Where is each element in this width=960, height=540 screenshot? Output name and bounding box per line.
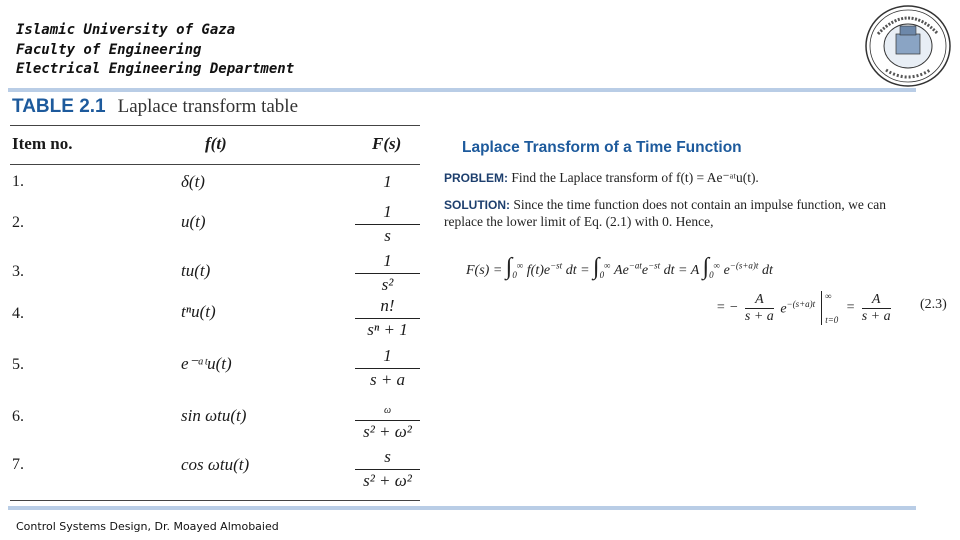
row-2-fs [355, 202, 420, 246]
solution-text-line-1: Since the time function does not contain an impulse function, we can [513, 197, 887, 212]
row-1-fs: 1 [383, 172, 392, 191]
bottom-divider [8, 506, 916, 510]
row-2-fs-denominator: s [384, 226, 391, 245]
row-4-number: 4. [12, 305, 24, 322]
column-header-ft: f(t) [205, 134, 227, 153]
row-5-fs [355, 346, 420, 390]
equation-line-1: $F(s) = \int_0^\infty$ $f(t)e^{-st}$ dt = $\int_0^\infty$ $Ae^{-at}e^{-st}$ dt = A $\int_0^\infty$ $e^{-(s+a)t}$ dt [466, 254, 773, 280]
university-name: Islamic University of Gaza [16, 22, 236, 38]
table-title [12, 95, 298, 118]
university-seal-logo [864, 4, 952, 88]
row-2-ft: u(t) [181, 212, 206, 231]
solution-label: SOLUTION: [444, 198, 510, 212]
row-3-number: 3. [12, 263, 24, 280]
row-5-fs-numerator: 1 [355, 346, 420, 369]
row-4-ft: tⁿu(t) [181, 302, 216, 321]
solution-text-line-2: replace the lower limit of Eq. (2.1) with 0. Hence, [444, 214, 714, 229]
equation-line-2: = − $\frac{A}{s + a}$ $e^{-(s+a)t}$ ∞ t=0 = $\frac{A}{s + a}$ [716, 291, 891, 325]
footer-credit: Control Systems Design, Dr. Moayed Almobaied [16, 520, 279, 533]
problem-statement [444, 170, 759, 186]
row-6-fs [355, 404, 420, 442]
faculty-name: Faculty of Engineering [16, 41, 202, 58]
row-2-number: 2. [12, 214, 24, 231]
row-7-fs-denominator: s² + ω² [363, 471, 412, 490]
table-header-rule [10, 164, 420, 165]
row-3-ft: tu(t) [181, 261, 211, 280]
department-name: Electrical Engineering Department [16, 61, 295, 77]
row-3-fs [355, 251, 420, 295]
column-header-item: Item no. [12, 134, 73, 153]
row-1-ft: δ(t) [181, 172, 205, 191]
row-5-number: 5. [12, 356, 24, 373]
row-7-ft: cos ωtu(t) [181, 455, 250, 474]
row-6-fs-denominator: s² + ω² [363, 422, 412, 441]
row-4-fs-denominator: sⁿ + 1 [367, 320, 408, 339]
row-6-number: 6. [12, 408, 24, 425]
table-caption: Laplace transform table [117, 96, 299, 117]
row-5-ft: e⁻ᵃᵗu(t) [181, 354, 232, 373]
equation-number: (2.3) [920, 297, 947, 312]
institution-header [16, 21, 294, 80]
row-3-fs-numerator: 1 [355, 251, 420, 274]
table-top-rule [10, 125, 420, 126]
row-4-fs-numerator: n! [355, 296, 420, 319]
row-7-number: 7. [12, 456, 24, 473]
row-2-fs-numerator: 1 [355, 202, 420, 225]
row-4-fs [355, 296, 420, 340]
column-header-fs: F(s) [372, 134, 402, 153]
row-6-ft: sin ωtu(t) [181, 406, 247, 425]
row-1-number: 1. [12, 173, 24, 190]
row-7-fs-numerator: s [355, 447, 420, 470]
problem-label: PROBLEM: [444, 171, 508, 185]
table-number: TABLE 2.1 [12, 96, 106, 117]
row-5-fs-denominator: s + a [369, 370, 406, 389]
row-6-fs-numerator: ω [355, 404, 420, 421]
solution-statement [444, 197, 886, 213]
problem-text: Find the Laplace transform of f(t) = Ae⁻ᵃᵗu(t). [511, 170, 759, 185]
top-divider [8, 88, 916, 92]
table-bottom-rule [10, 500, 420, 501]
row-3-fs-denominator: s² [381, 275, 394, 294]
example-title: Laplace Transform of a Time Function [462, 139, 742, 156]
row-7-fs [355, 447, 420, 491]
